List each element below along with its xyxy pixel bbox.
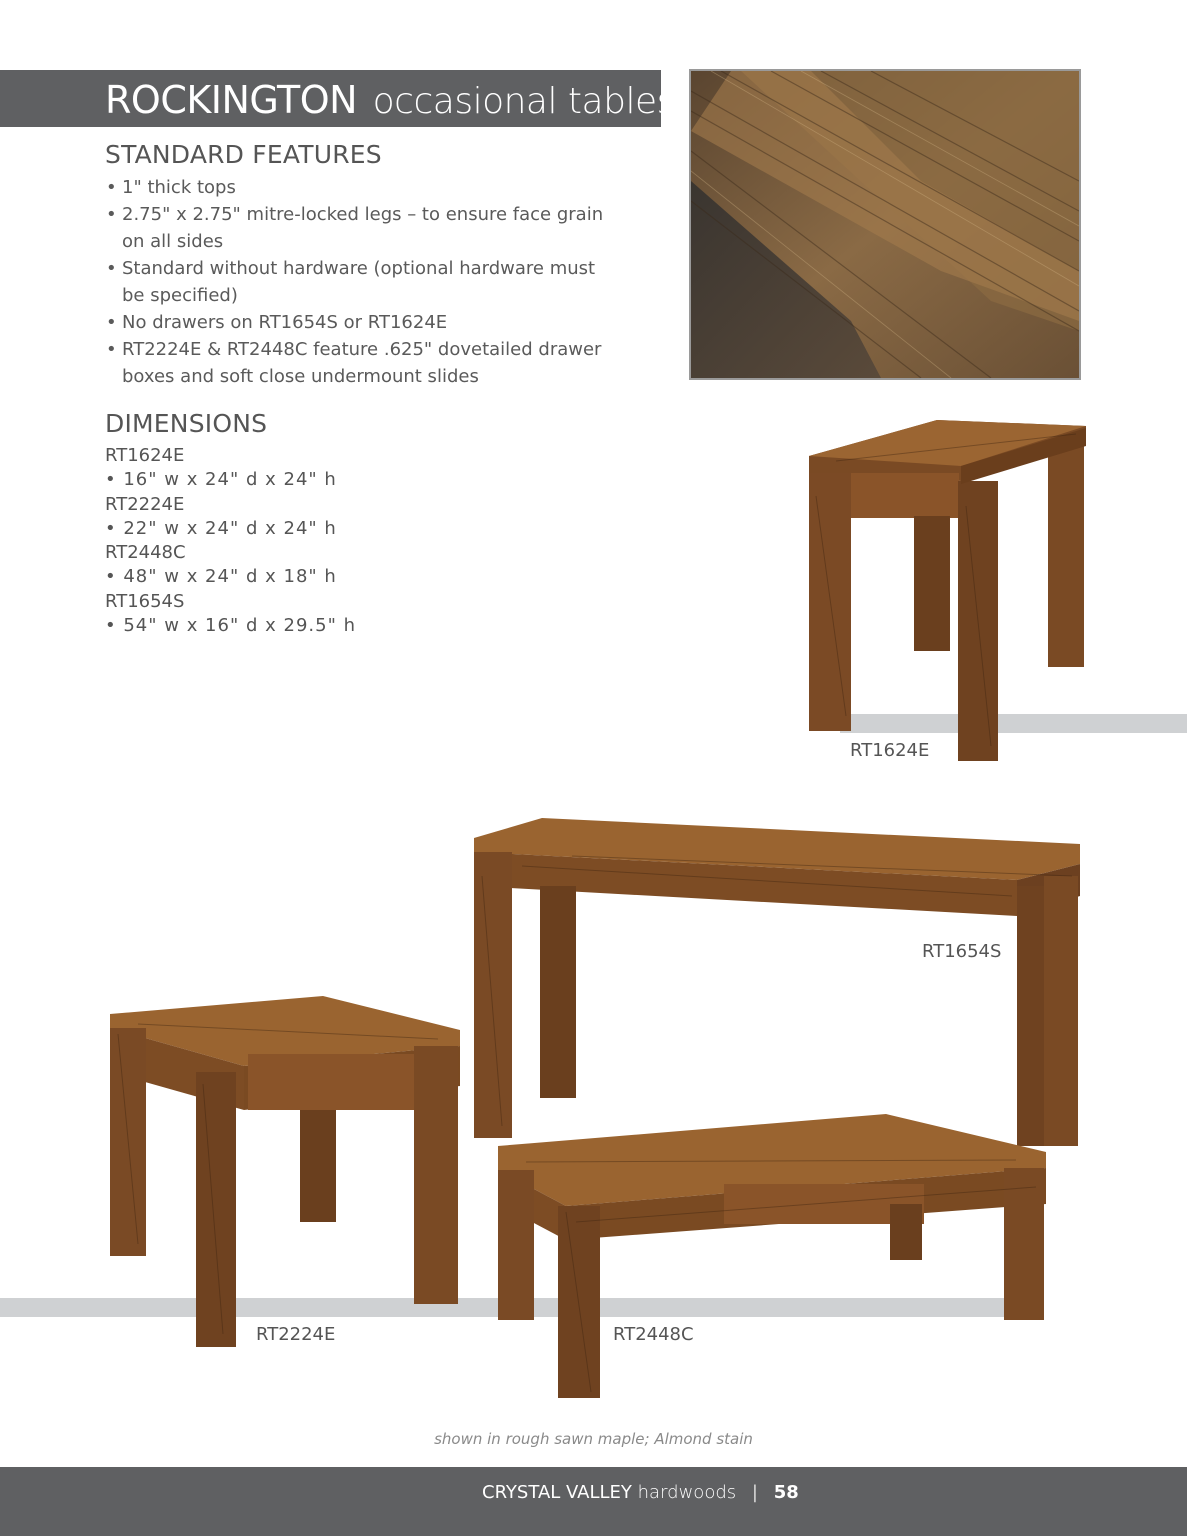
dimension-size: • 48" w x 24" d x 18" h (105, 566, 337, 588)
footer-separator: | (751, 1482, 758, 1503)
dimension-model: RT1654S (105, 590, 185, 612)
finish-caption: shown in rough sawn maple; Almond stain (434, 1430, 753, 1448)
footer-text (482, 1482, 799, 1503)
feature-item: • 2.75" x 2.75" mitre-locked legs – to ensure face grain on all sides (104, 201, 604, 255)
feature-item: • 1" thick tops (104, 174, 604, 201)
dimension-size: • 16" w x 24" d x 24" h (105, 469, 337, 491)
page-number: 58 (773, 1482, 799, 1503)
dimension-size: • 54" w x 16" d x 29.5" h (105, 615, 356, 637)
product-label-rt2224e: RT2224E (256, 1324, 336, 1345)
wood-grain-photo (689, 69, 1081, 380)
drawer-end-table-photo (108, 994, 463, 1350)
dimensions-heading: DIMENSIONS (105, 409, 268, 438)
footer-company: CRYSTAL VALLEY (482, 1482, 632, 1503)
dimension-model: RT2448C (105, 542, 186, 564)
sofa-table-photo (472, 816, 1082, 1146)
product-label-rt1654s: RT1654S (922, 941, 1002, 962)
dimensions-list (105, 444, 505, 638)
coffee-table-photo (496, 1112, 1048, 1402)
footer-company-light: hardwoods (637, 1482, 737, 1503)
product-label-rt1624e: RT1624E (850, 740, 930, 761)
feature-item: • Standard without hardware (optional hardware must be specified) (104, 255, 604, 309)
features-list (104, 174, 604, 390)
features-heading: STANDARD FEATURES (105, 140, 382, 169)
dimension-size: • 22" w x 24" d x 24" h (105, 517, 337, 539)
feature-item: • RT2224E & RT2448C feature .625" dovetailed drawer boxes and soft close undermount slides (104, 336, 604, 390)
dimension-model: RT1624E (105, 445, 185, 466)
page-title (105, 74, 675, 128)
end-table-photo (806, 416, 1088, 764)
product-label-rt2448c: RT2448C (613, 1324, 694, 1345)
dimension-model: RT2224E (105, 493, 185, 515)
feature-item: • No drawers on RT1654S or RT1624E (104, 309, 604, 336)
collection-subtitle: occasional tables (372, 81, 675, 122)
collection-name: ROCKINGTON (105, 78, 358, 122)
